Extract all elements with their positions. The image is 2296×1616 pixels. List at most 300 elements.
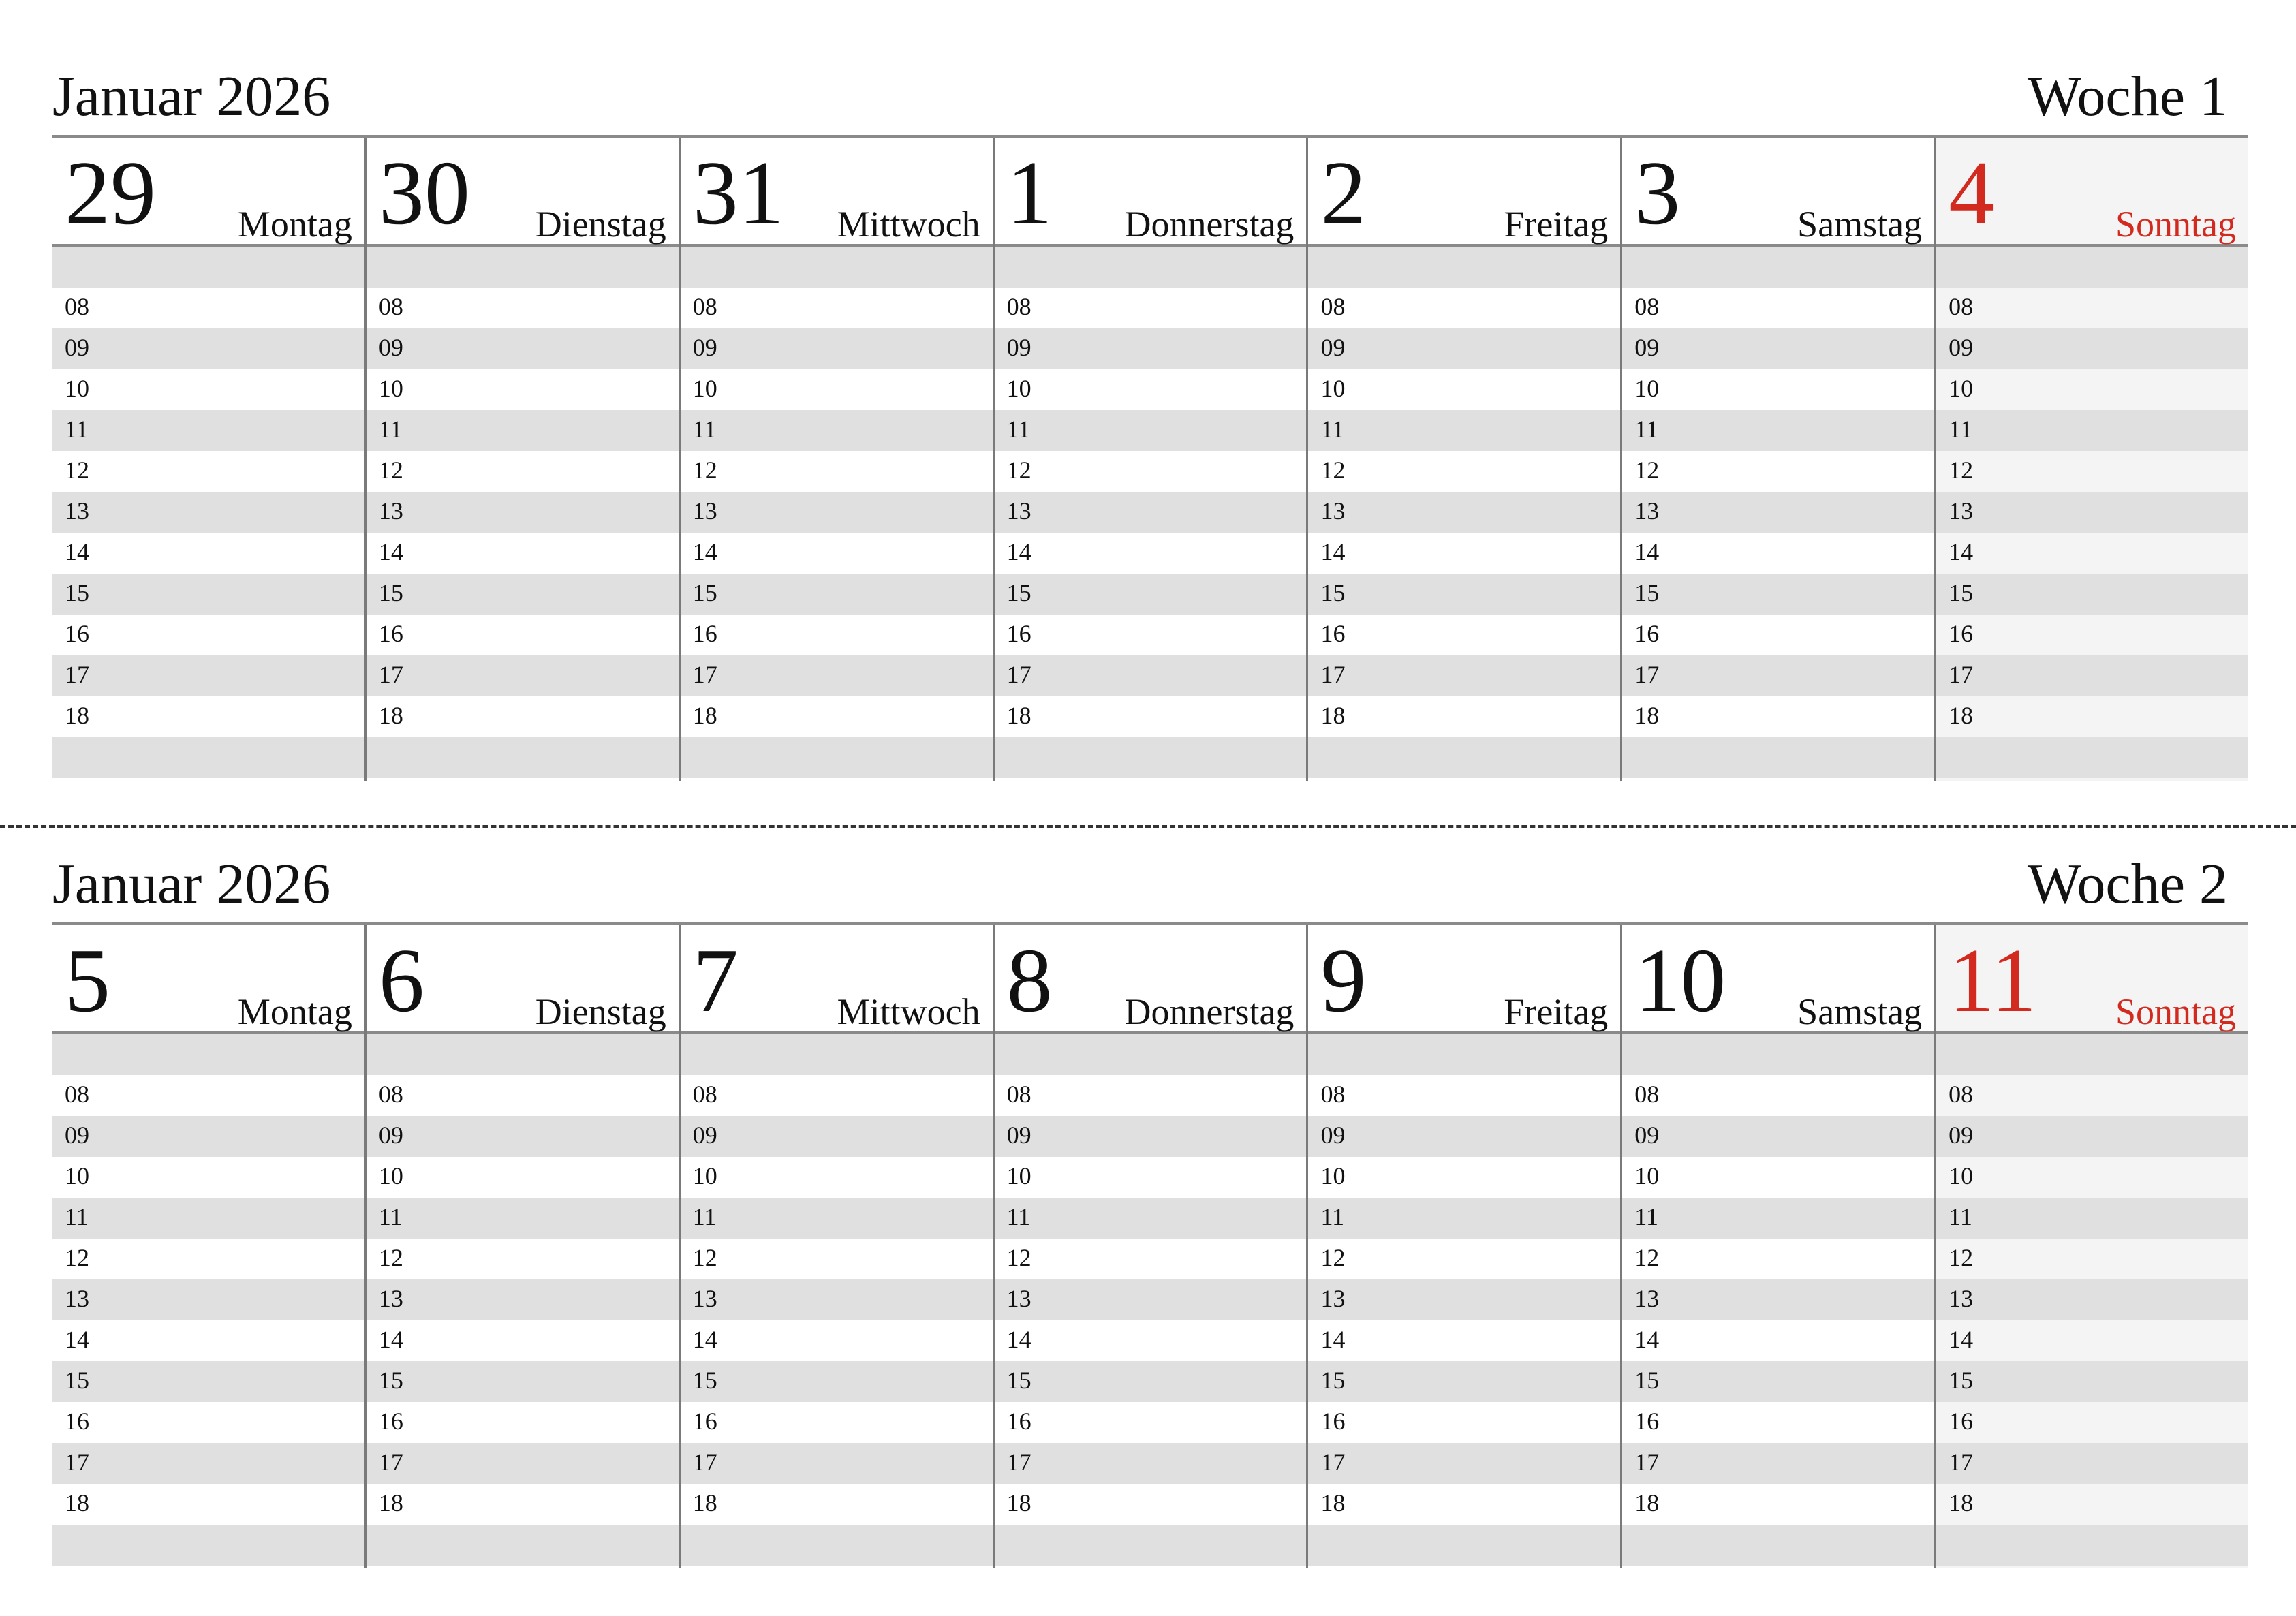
hour-label: 16 xyxy=(692,1408,717,1435)
day-column xyxy=(52,925,364,1568)
time-slot[interactable] xyxy=(1308,615,1620,655)
time-slot[interactable] xyxy=(995,492,1307,533)
time-slot[interactable] xyxy=(1622,1279,1934,1320)
hour-label: 08 xyxy=(1634,293,1660,320)
hour-label: 15 xyxy=(378,579,403,606)
hour-label: 17 xyxy=(1634,661,1660,688)
hour-label: 10 xyxy=(1634,375,1660,402)
month-title: Januar 2026 xyxy=(52,65,331,128)
time-slot[interactable] xyxy=(995,1320,1307,1361)
time-slot[interactable] xyxy=(1308,1198,1620,1239)
day-number: 1 xyxy=(1006,142,1053,243)
time-slot[interactable] xyxy=(52,1239,364,1279)
time-slot-blank[interactable] xyxy=(681,1525,993,1566)
time-slot[interactable] xyxy=(1936,1116,2248,1157)
hour-label: 12 xyxy=(1949,1244,1974,1271)
day-header xyxy=(367,138,679,247)
time-slot-blank[interactable] xyxy=(367,1525,679,1566)
time-slot-blank[interactable] xyxy=(1622,1034,1934,1075)
time-slot[interactable] xyxy=(52,1320,364,1361)
hour-label: 17 xyxy=(692,661,717,688)
time-slot[interactable] xyxy=(995,1402,1307,1443)
hour-label: 12 xyxy=(378,456,403,484)
time-slot[interactable] xyxy=(52,492,364,533)
hour-label: 16 xyxy=(1949,620,1974,647)
hour-label: 14 xyxy=(1634,538,1660,565)
time-slot[interactable] xyxy=(367,574,679,615)
hour-label: 08 xyxy=(1320,293,1346,320)
day-header xyxy=(1936,138,2248,247)
time-slot[interactable] xyxy=(995,451,1307,492)
hour-label: 16 xyxy=(1320,620,1346,647)
time-slot[interactable] xyxy=(1308,451,1620,492)
hour-label: 11 xyxy=(1006,1203,1031,1230)
time-slot[interactable] xyxy=(681,1157,993,1198)
time-slot[interactable] xyxy=(1308,410,1620,451)
hour-label: 12 xyxy=(692,1244,717,1271)
time-slot-blank[interactable] xyxy=(995,247,1307,288)
time-slot[interactable] xyxy=(1936,533,2248,574)
time-slot[interactable] xyxy=(367,492,679,533)
time-slot[interactable] xyxy=(1622,1443,1934,1484)
time-slot[interactable] xyxy=(1936,1198,2248,1239)
hour-label: 08 xyxy=(1006,293,1031,320)
time-slot-blank[interactable] xyxy=(367,737,679,778)
time-slot[interactable] xyxy=(1936,451,2248,492)
time-slot[interactable] xyxy=(52,655,364,696)
week-grid xyxy=(52,135,2248,781)
time-slot[interactable] xyxy=(52,615,364,655)
time-slot-blank[interactable] xyxy=(995,1525,1307,1566)
day-column xyxy=(1306,138,1620,781)
hour-label: 09 xyxy=(1320,334,1346,361)
hour-label: 09 xyxy=(1634,1121,1660,1149)
time-slot[interactable] xyxy=(1622,533,1934,574)
time-slot-blank[interactable] xyxy=(367,247,679,288)
day-name: Samstag xyxy=(1797,991,1923,1032)
day-number: 31 xyxy=(692,142,784,243)
time-slot[interactable] xyxy=(1622,1484,1934,1525)
hour-label: 17 xyxy=(1949,661,1974,688)
time-slot[interactable] xyxy=(995,533,1307,574)
time-slot[interactable] xyxy=(52,1484,364,1525)
time-slot[interactable] xyxy=(1622,492,1934,533)
time-slot-blank[interactable] xyxy=(52,247,364,288)
day-header xyxy=(1622,925,1934,1034)
hour-label: 13 xyxy=(1949,497,1974,525)
time-slot[interactable] xyxy=(367,1361,679,1402)
time-slot[interactable] xyxy=(995,288,1307,328)
hour-label: 09 xyxy=(378,1121,403,1149)
hour-label: 16 xyxy=(1006,1408,1031,1435)
hour-label: 11 xyxy=(1320,1203,1345,1230)
time-slot[interactable] xyxy=(367,328,679,369)
hour-label: 18 xyxy=(692,1489,717,1517)
time-slot[interactable] xyxy=(52,288,364,328)
day-header xyxy=(995,138,1307,247)
time-slot[interactable] xyxy=(52,1198,364,1239)
hour-label: 16 xyxy=(378,1408,403,1435)
time-slot[interactable] xyxy=(1936,288,2248,328)
time-slot[interactable] xyxy=(681,1402,993,1443)
time-slot[interactable] xyxy=(681,1239,993,1279)
time-slot-blank[interactable] xyxy=(1622,1525,1934,1566)
hour-label: 10 xyxy=(1006,1162,1031,1190)
hour-label: 11 xyxy=(378,416,403,443)
time-slot-blank[interactable] xyxy=(367,1034,679,1075)
day-header xyxy=(681,138,993,247)
day-name: Dienstag xyxy=(535,204,666,245)
hour-label: 18 xyxy=(65,1489,89,1517)
time-slot[interactable] xyxy=(681,1361,993,1402)
time-slot-blank[interactable] xyxy=(1936,1034,2248,1075)
time-slot[interactable] xyxy=(52,328,364,369)
time-slot[interactable] xyxy=(52,696,364,737)
hour-label: 12 xyxy=(378,1244,403,1271)
day-name: Sonntag xyxy=(2115,204,2237,245)
time-slot[interactable] xyxy=(1936,1279,2248,1320)
time-slot[interactable] xyxy=(995,1157,1307,1198)
time-slot[interactable] xyxy=(1622,1116,1934,1157)
time-slot[interactable] xyxy=(1622,451,1934,492)
time-slot[interactable] xyxy=(52,1116,364,1157)
hour-label: 08 xyxy=(692,293,717,320)
time-slot-blank[interactable] xyxy=(1622,737,1934,778)
time-slot-blank[interactable] xyxy=(1936,737,2248,778)
time-slot[interactable] xyxy=(995,1484,1307,1525)
time-slot[interactable] xyxy=(681,615,993,655)
day-column xyxy=(1934,138,2248,781)
day-number: 9 xyxy=(1320,930,1367,1031)
time-slot[interactable] xyxy=(1936,655,2248,696)
day-name: Sonntag xyxy=(2115,991,2237,1032)
time-slot[interactable] xyxy=(1308,1075,1620,1116)
time-slot[interactable] xyxy=(1308,655,1620,696)
hour-label: 12 xyxy=(1320,1244,1346,1271)
time-slot-blank[interactable] xyxy=(995,737,1307,778)
time-slot[interactable] xyxy=(681,451,993,492)
time-slot[interactable] xyxy=(995,696,1307,737)
time-slot[interactable] xyxy=(1308,1361,1620,1402)
time-slot[interactable] xyxy=(1936,1402,2248,1443)
time-slot[interactable] xyxy=(1622,410,1934,451)
week-header xyxy=(52,61,2248,135)
hour-label: 17 xyxy=(65,1448,89,1476)
time-slot[interactable] xyxy=(1936,410,2248,451)
time-slot[interactable] xyxy=(681,1484,993,1525)
time-slot[interactable] xyxy=(995,328,1307,369)
time-slot[interactable] xyxy=(1308,492,1620,533)
hour-label: 10 xyxy=(1320,1162,1346,1190)
time-slot[interactable] xyxy=(52,451,364,492)
time-slot[interactable] xyxy=(681,410,993,451)
time-slot[interactable] xyxy=(995,1279,1307,1320)
time-slot[interactable] xyxy=(1308,288,1620,328)
time-slot-blank[interactable] xyxy=(1936,247,2248,288)
hour-label: 18 xyxy=(692,702,717,729)
time-slot-blank[interactable] xyxy=(1308,737,1620,778)
time-slot[interactable] xyxy=(1622,1075,1934,1116)
time-slot-blank[interactable] xyxy=(681,1034,993,1075)
day-column xyxy=(993,138,1307,781)
time-slot[interactable] xyxy=(995,1239,1307,1279)
time-slot-blank[interactable] xyxy=(681,247,993,288)
time-slot-blank[interactable] xyxy=(1308,247,1620,288)
hour-label: 15 xyxy=(692,1367,717,1394)
time-slot-blank[interactable] xyxy=(681,737,993,778)
time-slot[interactable] xyxy=(367,1239,679,1279)
time-slot[interactable] xyxy=(1622,1198,1934,1239)
day-column xyxy=(993,925,1307,1568)
time-slot[interactable] xyxy=(367,1402,679,1443)
time-slot[interactable] xyxy=(1936,1075,2248,1116)
time-slot[interactable] xyxy=(995,574,1307,615)
month-title: Januar 2026 xyxy=(52,852,331,916)
time-slot[interactable] xyxy=(367,533,679,574)
time-slot[interactable] xyxy=(367,1075,679,1116)
day-name: Mittwoch xyxy=(837,204,980,245)
time-slot[interactable] xyxy=(1936,328,2248,369)
time-slot[interactable] xyxy=(367,410,679,451)
hour-label: 11 xyxy=(1949,416,1972,443)
hour-label: 13 xyxy=(1006,1285,1031,1312)
hour-label: 09 xyxy=(1949,334,1974,361)
hour-label: 18 xyxy=(378,1489,403,1517)
time-slot[interactable] xyxy=(367,288,679,328)
day-number: 4 xyxy=(1949,142,1995,243)
time-slot[interactable] xyxy=(1622,1320,1934,1361)
day-header xyxy=(681,925,993,1034)
week-2 xyxy=(52,849,2248,1568)
time-slot[interactable] xyxy=(995,1443,1307,1484)
hour-label: 10 xyxy=(1320,375,1346,402)
hour-label: 14 xyxy=(378,538,403,565)
day-column xyxy=(364,138,679,781)
hour-label: 15 xyxy=(1634,1367,1660,1394)
time-slot[interactable] xyxy=(52,1075,364,1116)
time-slot-blank[interactable] xyxy=(1622,247,1934,288)
day-number: 2 xyxy=(1320,142,1367,243)
time-slot[interactable] xyxy=(1622,369,1934,410)
time-slot[interactable] xyxy=(681,533,993,574)
hour-label: 09 xyxy=(1949,1121,1974,1149)
time-slot-blank[interactable] xyxy=(1308,1525,1620,1566)
time-slot[interactable] xyxy=(995,369,1307,410)
time-slot[interactable] xyxy=(681,1320,993,1361)
time-slot[interactable] xyxy=(1622,1402,1934,1443)
hour-label: 17 xyxy=(378,661,403,688)
time-slot[interactable] xyxy=(52,1279,364,1320)
hour-label: 12 xyxy=(1006,456,1031,484)
hour-label: 10 xyxy=(1949,1162,1974,1190)
time-slot[interactable] xyxy=(681,1198,993,1239)
time-slot[interactable] xyxy=(52,1157,364,1198)
week-header xyxy=(52,849,2248,922)
time-slot[interactable] xyxy=(995,655,1307,696)
time-slot[interactable] xyxy=(1936,369,2248,410)
time-slot[interactable] xyxy=(681,655,993,696)
time-slot[interactable] xyxy=(1936,492,2248,533)
day-number: 6 xyxy=(378,930,424,1031)
time-slot-blank[interactable] xyxy=(995,1034,1307,1075)
time-slot[interactable] xyxy=(1308,369,1620,410)
day-number: 8 xyxy=(1006,930,1053,1031)
hour-label: 18 xyxy=(65,702,89,729)
hour-label: 16 xyxy=(1634,1408,1660,1435)
time-slot[interactable] xyxy=(1936,1239,2248,1279)
time-slot[interactable] xyxy=(367,696,679,737)
time-slot[interactable] xyxy=(367,1443,679,1484)
time-slot[interactable] xyxy=(1308,1239,1620,1279)
time-slot[interactable] xyxy=(681,288,993,328)
hour-label: 13 xyxy=(692,497,717,525)
time-slot[interactable] xyxy=(1308,1443,1620,1484)
time-slot[interactable] xyxy=(1308,696,1620,737)
time-slot[interactable] xyxy=(52,369,364,410)
hour-label: 11 xyxy=(1320,416,1345,443)
day-column xyxy=(364,925,679,1568)
time-slot[interactable] xyxy=(681,696,993,737)
time-slot[interactable] xyxy=(1936,1484,2248,1525)
time-slot[interactable] xyxy=(1936,1443,2248,1484)
time-slot[interactable] xyxy=(681,1443,993,1484)
time-slot[interactable] xyxy=(367,451,679,492)
time-slot-blank[interactable] xyxy=(52,1034,364,1075)
day-name: Mittwoch xyxy=(837,991,980,1032)
hour-label: 11 xyxy=(1949,1203,1972,1230)
hour-label: 14 xyxy=(378,1326,403,1353)
day-number: 7 xyxy=(692,930,739,1031)
time-slot[interactable] xyxy=(1308,1402,1620,1443)
time-slot-blank[interactable] xyxy=(1936,1525,2248,1566)
time-slot-blank[interactable] xyxy=(1308,1034,1620,1075)
time-slot[interactable] xyxy=(367,1484,679,1525)
hour-label: 13 xyxy=(378,497,403,525)
time-slot[interactable] xyxy=(52,410,364,451)
hour-label: 09 xyxy=(1320,1121,1346,1149)
time-slot[interactable] xyxy=(367,1116,679,1157)
hour-label: 08 xyxy=(378,1081,403,1108)
time-slot[interactable] xyxy=(1936,1361,2248,1402)
hour-label: 12 xyxy=(1949,456,1974,484)
time-slot[interactable] xyxy=(1622,1239,1934,1279)
time-slot[interactable] xyxy=(681,574,993,615)
time-slot[interactable] xyxy=(1308,328,1620,369)
hour-label: 13 xyxy=(1634,497,1660,525)
time-slot[interactable] xyxy=(1308,1116,1620,1157)
time-slot[interactable] xyxy=(681,328,993,369)
time-slot[interactable] xyxy=(1622,574,1934,615)
time-slot[interactable] xyxy=(995,1198,1307,1239)
time-slot[interactable] xyxy=(1622,288,1934,328)
hour-label: 13 xyxy=(692,1285,717,1312)
hour-label: 11 xyxy=(65,416,89,443)
day-column xyxy=(1934,925,2248,1568)
time-slot[interactable] xyxy=(52,1402,364,1443)
day-header xyxy=(367,925,679,1034)
time-slot[interactable] xyxy=(1308,1320,1620,1361)
time-slot[interactable] xyxy=(52,1443,364,1484)
time-slot[interactable] xyxy=(1622,1361,1934,1402)
time-slot[interactable] xyxy=(681,369,993,410)
hour-label: 15 xyxy=(1949,1367,1974,1394)
time-slot-blank[interactable] xyxy=(52,1525,364,1566)
time-slot[interactable] xyxy=(1936,615,2248,655)
time-slot[interactable] xyxy=(367,655,679,696)
time-slot[interactable] xyxy=(1622,655,1934,696)
time-slot[interactable] xyxy=(1308,574,1620,615)
time-slot[interactable] xyxy=(52,533,364,574)
time-slot[interactable] xyxy=(52,574,364,615)
hour-label: 14 xyxy=(1006,1326,1031,1353)
time-slot[interactable] xyxy=(1308,1484,1620,1525)
time-slot[interactable] xyxy=(367,1157,679,1198)
time-slot[interactable] xyxy=(1308,1157,1620,1198)
hour-label: 11 xyxy=(1634,1203,1658,1230)
time-slot[interactable] xyxy=(995,1075,1307,1116)
day-header xyxy=(52,138,364,247)
time-slot[interactable] xyxy=(995,615,1307,655)
hour-label: 12 xyxy=(65,456,89,484)
time-slot[interactable] xyxy=(1622,1157,1934,1198)
time-slot[interactable] xyxy=(1308,1279,1620,1320)
time-slot[interactable] xyxy=(367,615,679,655)
time-slot[interactable] xyxy=(1936,696,2248,737)
time-slot[interactable] xyxy=(995,1116,1307,1157)
time-slot[interactable] xyxy=(995,1361,1307,1402)
hour-label: 15 xyxy=(65,1367,89,1394)
hour-label: 08 xyxy=(1634,1081,1660,1108)
day-header xyxy=(1308,138,1620,247)
day-number: 29 xyxy=(65,142,156,243)
time-slot[interactable] xyxy=(681,492,993,533)
hour-label: 09 xyxy=(692,1121,717,1149)
time-slot[interactable] xyxy=(1622,696,1934,737)
time-slot[interactable] xyxy=(1936,1320,2248,1361)
time-slot[interactable] xyxy=(1622,615,1934,655)
time-slot[interactable] xyxy=(1622,328,1934,369)
time-slot[interactable] xyxy=(1936,1157,2248,1198)
hour-label: 17 xyxy=(1006,1448,1031,1476)
time-slot[interactable] xyxy=(367,1320,679,1361)
time-slot[interactable] xyxy=(1308,533,1620,574)
hour-label: 11 xyxy=(378,1203,403,1230)
hour-label: 12 xyxy=(1634,456,1660,484)
hour-label: 13 xyxy=(65,1285,89,1312)
time-slot[interactable] xyxy=(681,1075,993,1116)
hour-label: 14 xyxy=(65,538,89,565)
time-slot[interactable] xyxy=(52,1361,364,1402)
time-slot[interactable] xyxy=(367,369,679,410)
day-column xyxy=(52,138,364,781)
hour-label: 16 xyxy=(1634,620,1660,647)
hour-label: 12 xyxy=(65,1244,89,1271)
time-slot-blank[interactable] xyxy=(52,737,364,778)
time-slot[interactable] xyxy=(681,1279,993,1320)
time-slot[interactable] xyxy=(367,1279,679,1320)
hour-label: 16 xyxy=(1949,1408,1974,1435)
hour-label: 15 xyxy=(1634,579,1660,606)
hour-label: 12 xyxy=(692,456,717,484)
hour-label: 17 xyxy=(1949,1448,1974,1476)
time-slot[interactable] xyxy=(1936,574,2248,615)
time-slot[interactable] xyxy=(681,1116,993,1157)
time-slot[interactable] xyxy=(995,410,1307,451)
time-slot[interactable] xyxy=(367,1198,679,1239)
hour-label: 17 xyxy=(692,1448,717,1476)
hour-label: 18 xyxy=(1006,702,1031,729)
day-name: Freitag xyxy=(1504,991,1609,1032)
